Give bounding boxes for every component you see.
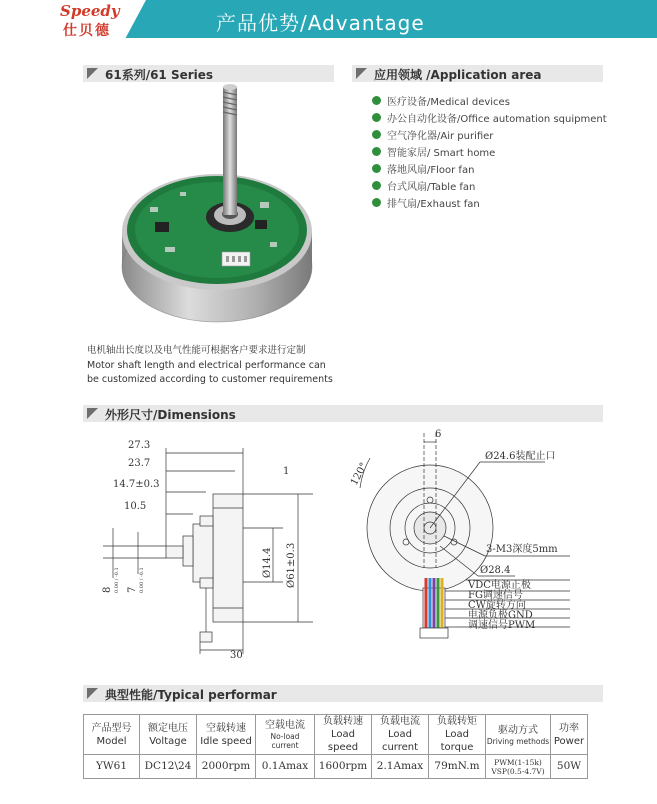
bullet-icon (372, 164, 381, 173)
bullet-icon (372, 198, 381, 207)
header-cn: 负载转速 (323, 716, 363, 727)
list-item-label: 台式风扇/Table fan (387, 182, 476, 193)
list-item (372, 160, 607, 177)
section-application-header (352, 65, 603, 82)
triangle-icon (87, 688, 98, 699)
header-cell (551, 715, 588, 755)
dim-dia-28-4: Ø28.4 (480, 565, 511, 576)
driving-pwm: PWM(1-15k) (494, 757, 542, 767)
note-line: be customized according to customer requirements (87, 374, 333, 385)
list-item-label: 智能家居/ Smart home (387, 148, 496, 159)
list-item-label: 落地风扇/Floor fan (387, 165, 475, 176)
brand-logo-cn: 仕贝德 (63, 23, 111, 39)
header-cell (372, 715, 429, 755)
dim-7-tolerance: 0.00 / -0.1 (139, 567, 145, 593)
header-cn: 驱动方式 (498, 724, 538, 736)
section-dimensions-header (83, 405, 603, 422)
list-item (372, 126, 607, 143)
note-line: 电机轴出长度以及电气性能可根据客户要求进行定制 (87, 345, 306, 356)
header-cn: 负载电流 (380, 716, 420, 727)
list-item-label: 办公自动化设备/Office automation squipment (387, 114, 607, 125)
section-performance-header (83, 685, 603, 702)
dim-23-7: 23.7 (128, 458, 151, 469)
header-cell (486, 715, 551, 755)
cell-idle-speed: 2000rpm (197, 755, 256, 779)
dim-7: 7 (127, 586, 138, 593)
header-cn: 额定电压 (148, 722, 188, 734)
header-en: Idle speed (200, 735, 252, 747)
cell-power: 50W (551, 755, 588, 779)
cell-load-torque: 79mN.m (429, 755, 486, 779)
dim-8-tolerance: 0.00 / -0.1 (114, 567, 120, 593)
dim-1: 1 (283, 466, 290, 477)
table-row (84, 755, 588, 779)
cell-driving-methods (486, 755, 551, 779)
header-cell (315, 715, 372, 755)
wire-label-vdc: VDC电源正极 (468, 580, 531, 591)
bullet-icon (372, 181, 381, 190)
cell-voltage: DC12\24 (140, 755, 197, 779)
header-cell (256, 715, 315, 755)
header-cn: 产品型号 (91, 722, 132, 734)
header-cn: 空载转速 (206, 722, 246, 734)
section-series-title: 61系列/61 Series (105, 68, 214, 82)
header-cell (197, 715, 256, 755)
cell-noload-current: 0.1Amax (256, 755, 315, 779)
header-cell (84, 715, 140, 755)
header-en: Driving methods (486, 736, 550, 746)
list-item-label: 空气净化器/Air purifier (387, 131, 494, 142)
customization-note (87, 344, 333, 388)
dim-6: 6 (435, 429, 442, 440)
list-item (372, 92, 607, 109)
list-item (372, 194, 607, 211)
triangle-icon (356, 68, 367, 79)
list-item (372, 143, 607, 160)
section-application-title: 应用领域 /Application area (374, 68, 542, 82)
triangle-icon (87, 408, 98, 419)
section-series-header (83, 65, 334, 82)
brand-logo: Speedy (60, 2, 120, 20)
list-item (372, 177, 607, 194)
dim-8: 8 (102, 586, 113, 593)
dim-10-5: 10.5 (124, 501, 147, 512)
cell-model: YW61 (84, 755, 140, 779)
wire-label-fg: FG调速信号 (468, 590, 523, 601)
dim-dia-14-4: Ø14.4 (262, 547, 273, 578)
motor-photo (110, 82, 320, 332)
header-en: Voltage (149, 735, 187, 747)
cell-load-speed: 1600rpm (315, 755, 372, 779)
bullet-icon (372, 130, 381, 139)
table-header-row (84, 715, 588, 755)
dim-stop-24-6: Ø24.6装配止口 (485, 451, 556, 462)
dim-angle-120: 120° (348, 460, 370, 488)
bullet-icon (372, 96, 381, 105)
cell-load-current: 2.1Amax (372, 755, 429, 779)
front-view-drawing (340, 428, 610, 658)
side-view-drawing (88, 428, 318, 668)
list-item-label: 医疗设备/Medical devices (387, 97, 510, 108)
dim-27-3: 27.3 (128, 440, 151, 451)
page-title: 产品优势/Advantage (216, 11, 425, 35)
header-en: Model (96, 735, 127, 747)
note-line: Motor shaft length and electrical performance can (87, 359, 326, 371)
section-dimensions-title: 外形尺寸/Dimensions (105, 408, 236, 422)
dim-14-7: 14.7±0.3 (113, 479, 160, 490)
header-en: Load speed (327, 729, 359, 753)
performance-table (83, 714, 588, 779)
header-cn: 功率 (559, 722, 579, 734)
triangle-icon (87, 68, 98, 79)
dim-30: 30 (230, 650, 243, 661)
header-en: Power (553, 735, 585, 747)
list-item (372, 109, 607, 126)
header-cell (429, 715, 486, 755)
section-performance-title: 典型性能/Typical performar (105, 688, 277, 702)
header-cell (140, 715, 197, 755)
application-list (372, 92, 607, 211)
driving-vsp: VSP(0.5-4.7V) (491, 766, 545, 776)
dim-holes: 3-M3深度5mm (486, 544, 558, 555)
wire-label-cw: CW旋转方向 (468, 600, 526, 611)
wire-label-pwm: 调速信号PWM (468, 620, 536, 631)
header-en: Load current (381, 729, 419, 753)
bullet-icon (372, 113, 381, 122)
header-en: No-load current (270, 732, 300, 750)
bullet-icon (372, 147, 381, 156)
header-cn: 空载电流 (265, 720, 305, 731)
header-en: Load torque (440, 729, 474, 753)
wire-label-gnd: 电源负极GND (468, 610, 533, 621)
header-cn: 负载转矩 (437, 716, 477, 727)
list-item-label: 排气扇/Exhaust fan (387, 199, 480, 210)
dim-dia-61: Ø61±0.3 (286, 542, 297, 588)
